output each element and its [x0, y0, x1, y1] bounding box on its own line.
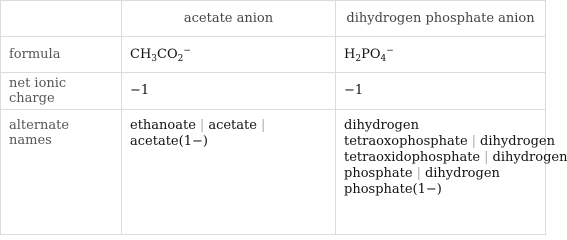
- formula-charge-superscript: −: [183, 46, 191, 56]
- alt-name: dihydrogen tetraoxophosphate: [344, 118, 468, 149]
- row-label-alternate-names: alternate names: [1, 110, 122, 235]
- formula-subscript: 2: [177, 54, 184, 64]
- alt-name: dihydrogen phosphate: [344, 150, 567, 181]
- column-header-acetate: acetate anion: [122, 1, 336, 37]
- formula-acetate-text: [130, 47, 191, 62]
- alt-name: dihydrogen tetraoxidophosphate: [344, 134, 555, 165]
- alt-name: acetate: [208, 118, 257, 133]
- alt-name: dihydrogen phosphate(1−): [344, 166, 500, 197]
- formula-phosphate: [336, 37, 546, 73]
- separator: |: [471, 134, 477, 149]
- formula-subscript: 4: [380, 54, 387, 64]
- formula-part: CH: [130, 47, 152, 62]
- row-label-formula: formula: [1, 37, 122, 73]
- alt-names-acetate: [122, 110, 336, 235]
- alt-name: ethanoate: [130, 118, 196, 133]
- formula-subscript: 3: [151, 54, 158, 64]
- separator: |: [484, 150, 489, 165]
- charge-row: [1, 73, 546, 110]
- formula-part: PO: [361, 47, 381, 62]
- row-label-charge: net ionic charge: [1, 73, 122, 110]
- separator: |: [260, 118, 266, 133]
- formula-part: CO: [157, 47, 178, 62]
- formula-charge-superscript: −: [386, 46, 394, 56]
- formula-part: H: [344, 47, 356, 62]
- charge-acetate: −1: [122, 73, 336, 110]
- separator: |: [199, 118, 205, 133]
- header-empty-cell: [1, 1, 122, 37]
- separator: |: [416, 166, 421, 181]
- charge-phosphate: −1: [336, 73, 546, 110]
- formula-acetate: [122, 37, 336, 73]
- alt-name: acetate(1−): [130, 134, 208, 149]
- alternate-names-row: [1, 110, 546, 235]
- column-header-phosphate: dihydrogen phosphate anion: [336, 1, 546, 37]
- formula-phosphate-text: [344, 47, 394, 62]
- formula-subscript: 2: [355, 54, 362, 64]
- alt-names-phosphate: [336, 110, 567, 235]
- formula-row: [1, 37, 546, 73]
- header-row: [1, 1, 546, 37]
